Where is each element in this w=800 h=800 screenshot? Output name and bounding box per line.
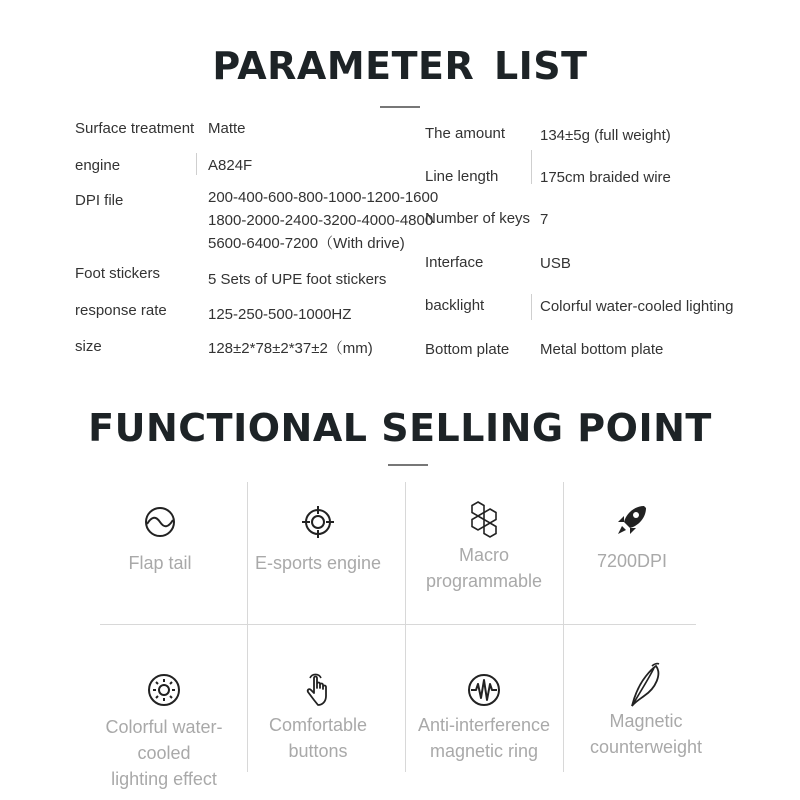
feature-label: Colorful water-cooled lighting effect	[105, 717, 223, 789]
feature-label: 7200DPI	[596, 551, 668, 571]
param-label-amount: The amount	[425, 125, 506, 142]
param-value-line: 175cm braided wire	[540, 169, 671, 186]
param-label-dpi: DPI file	[75, 192, 124, 209]
feather-icon	[626, 662, 666, 708]
feature-label: E-sports engine	[254, 553, 382, 573]
title-divider	[380, 106, 420, 108]
param-value-interface: USB	[540, 255, 571, 272]
feature-dpi	[554, 502, 710, 574]
signal-ring-icon	[466, 672, 502, 708]
grid-divider	[100, 624, 696, 625]
feature-lighting-effect	[86, 672, 242, 792]
rocket-icon	[614, 502, 650, 538]
param-value-backlight: Colorful water-cooled lighting	[540, 298, 734, 315]
param-value-response: 125-250-500-1000HZ	[208, 306, 352, 323]
param-label-response: response rate	[75, 302, 167, 319]
param-value-keys: 7	[540, 211, 549, 228]
finger-tap-icon	[300, 670, 336, 708]
param-label-interface: Interface	[425, 254, 484, 271]
feature-comfortable-buttons	[240, 670, 396, 764]
feature-macro	[406, 498, 562, 594]
crosshair-icon	[300, 504, 336, 540]
feature-esports-engine	[240, 504, 396, 576]
param-label-engine: engine	[75, 157, 121, 174]
feature-label: Magnetic counterweight	[589, 711, 703, 757]
param-label-feet: Foot stickers	[75, 265, 161, 282]
param-value-size: 128±2*78±2*37±2（mm)	[208, 340, 373, 357]
feature-label: Comfortable buttons	[268, 715, 368, 761]
feature-label: Anti-interference magnetic ring	[417, 715, 551, 761]
param-value-surface: Matte	[208, 120, 246, 137]
param-label-line: Line length	[425, 168, 499, 185]
param-divider	[531, 294, 532, 320]
param-value-dpi: 200-400-600-800-1000-1200-1600 1800-2000-2400-3200-4000-4800 5600-6400-7200（With drive)	[208, 189, 439, 252]
param-divider	[196, 153, 197, 175]
functional-selling-point-title: FUNCTIONAL SELLING POINT	[88, 406, 712, 450]
hexagons-icon	[464, 498, 504, 538]
feature-magnetic-counterweight	[568, 662, 724, 760]
title-divider	[388, 464, 428, 466]
param-label-surface: Surface treatment	[75, 120, 195, 137]
parameter-list-title: PARAMETER LIST	[212, 44, 588, 88]
param-value-amount: 134±5g (full weight)	[540, 127, 671, 144]
param-label-bottom: Bottom plate	[425, 341, 510, 358]
param-label-backlight: backlight	[425, 297, 485, 314]
wave-circle-icon	[142, 504, 178, 540]
param-value-bottom: Metal bottom plate	[540, 341, 664, 358]
light-circle-icon	[146, 672, 182, 708]
param-value-feet: 5 Sets of UPE foot stickers	[208, 271, 387, 288]
param-label-keys: Number of keys	[425, 210, 531, 227]
feature-anti-interference	[406, 672, 562, 764]
feature-label: Flap tail	[128, 553, 192, 573]
feature-label: Macro programmable	[425, 545, 543, 591]
param-divider	[531, 150, 532, 184]
feature-flap-tail	[82, 504, 238, 576]
param-value-engine: A824F	[208, 157, 253, 174]
param-label-size: size	[75, 338, 102, 355]
